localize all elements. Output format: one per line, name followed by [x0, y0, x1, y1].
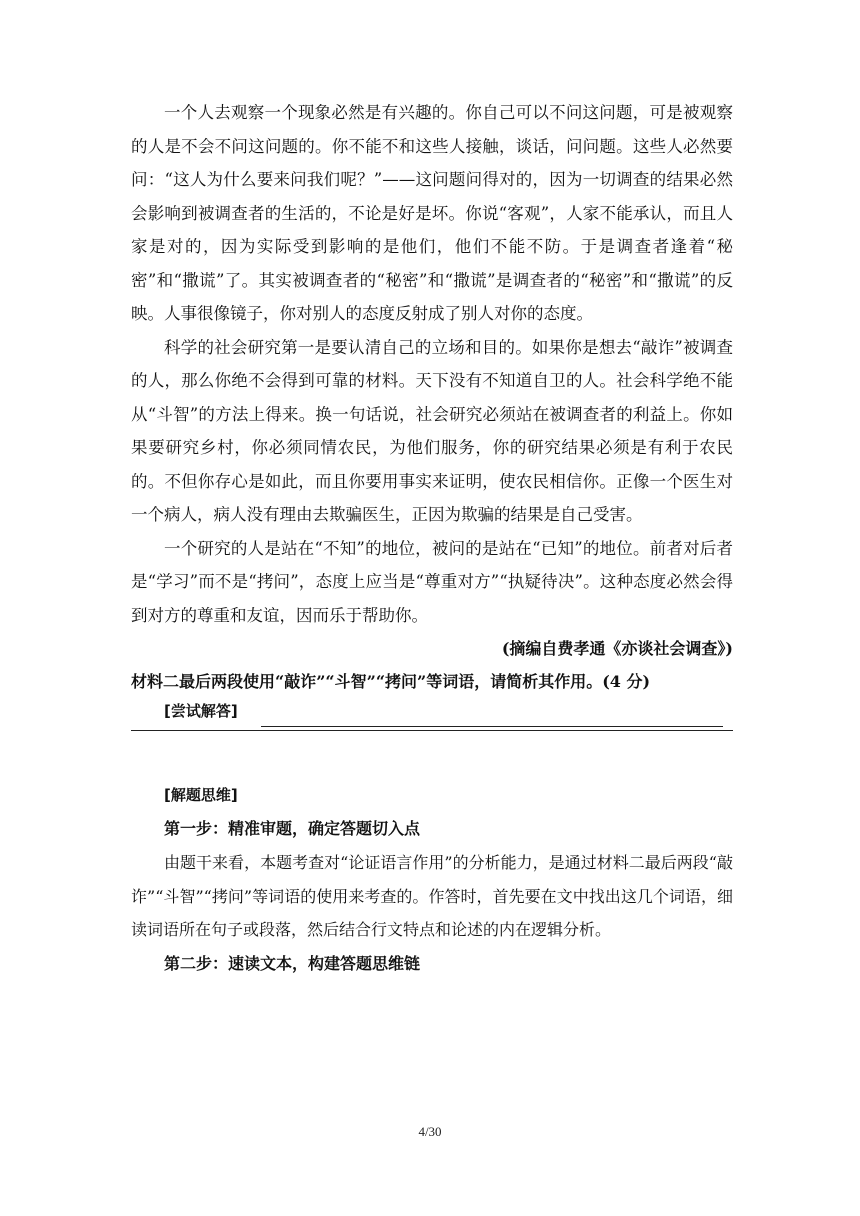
answer-area[interactable]	[131, 698, 733, 734]
page-number: 4/30	[418, 1124, 442, 1139]
document-page	[131, 96, 733, 981]
answer-line[interactable]	[261, 726, 723, 727]
step-2-title: 第二步：速读文本，构建答题思维链	[164, 953, 421, 973]
step-1-title: 第一步：精准审题，确定答题切入点	[164, 819, 421, 838]
answer-label: [尝试解答]	[164, 702, 238, 720]
material-paragraph-3: 一个研究的人是站在“不知”的地位，被问的是站在“已知”的地位。前者对后者是“学习”而不是“拷问”，态度上应当是“尊重对方”“执疑待决”。这种态度必然会得到对方的尊重和友谊，因而乐于帮助你。	[131, 538, 733, 625]
answer-line[interactable]	[131, 730, 733, 731]
source-citation: (摘编自费孝通《亦谈社会调查》)	[501, 639, 733, 658]
material-paragraph-1: 一个人去观察一个现象必然是有兴趣的。你自己可以不问这问题，可是被观察的人是不会不问这问题的。你不能不和这些人接触，谈话，问问题。这些人必然要问：“这人为什么要来问我们呢？”——这问题问得对的，因为一切调查的结果必然会影响到被调查者的生活的，不论是好是坏。你说“客观”，人家不能承认，而且人家是对的，因为实际受到影响的是他们，他们不能不防。于是调查者逢着“秘密”和“撒谎”了。其实被调查者的“秘密”和“撒谎”是调查者的“秘密”和“撒谎”的反映。人事很像镜子，你对别人的态度反射成了别人对你的态度。	[131, 103, 733, 323]
step-1-text: 由题干来看，本题考查对“论证语言作用”的分析能力，是通过材料二最后两段“敲诈”“斗智”“拷问”等词语的使用来考查的。作答时，首先要在文中找出这几个词语，细读词语所在句子或段落，然后结合行文特点和论述的内在逻辑分析。	[131, 853, 733, 939]
answer-area-continued[interactable]	[131, 734, 733, 748]
material-paragraph-2: 科学的社会研究第一是要认清自己的立场和目的。如果你是想去“敲诈”被调查的人，那么你绝不会得到可靠的材料。天下没有不知道自卫的人。社会科学绝不能从“斗智”的方法上得来。换一句话说，社会研究必须站在被调查者的利益上。你如果要研究乡村，你必须同情农民，为他们服务，你的研究结果必须是有利于农民的。不但你存心是如此，而且你要用事实来证明，使农民相信你。正像一个医生对一个病人，病人没有理由去欺骗医生，正因为欺骗的结果是自己受害。	[131, 337, 733, 524]
question-text: 材料二最后两段使用“敲诈”“斗智”“拷问”等词语，请简析其作用。(4 分)	[131, 672, 651, 691]
analysis-heading: [解题思维]	[164, 786, 238, 804]
